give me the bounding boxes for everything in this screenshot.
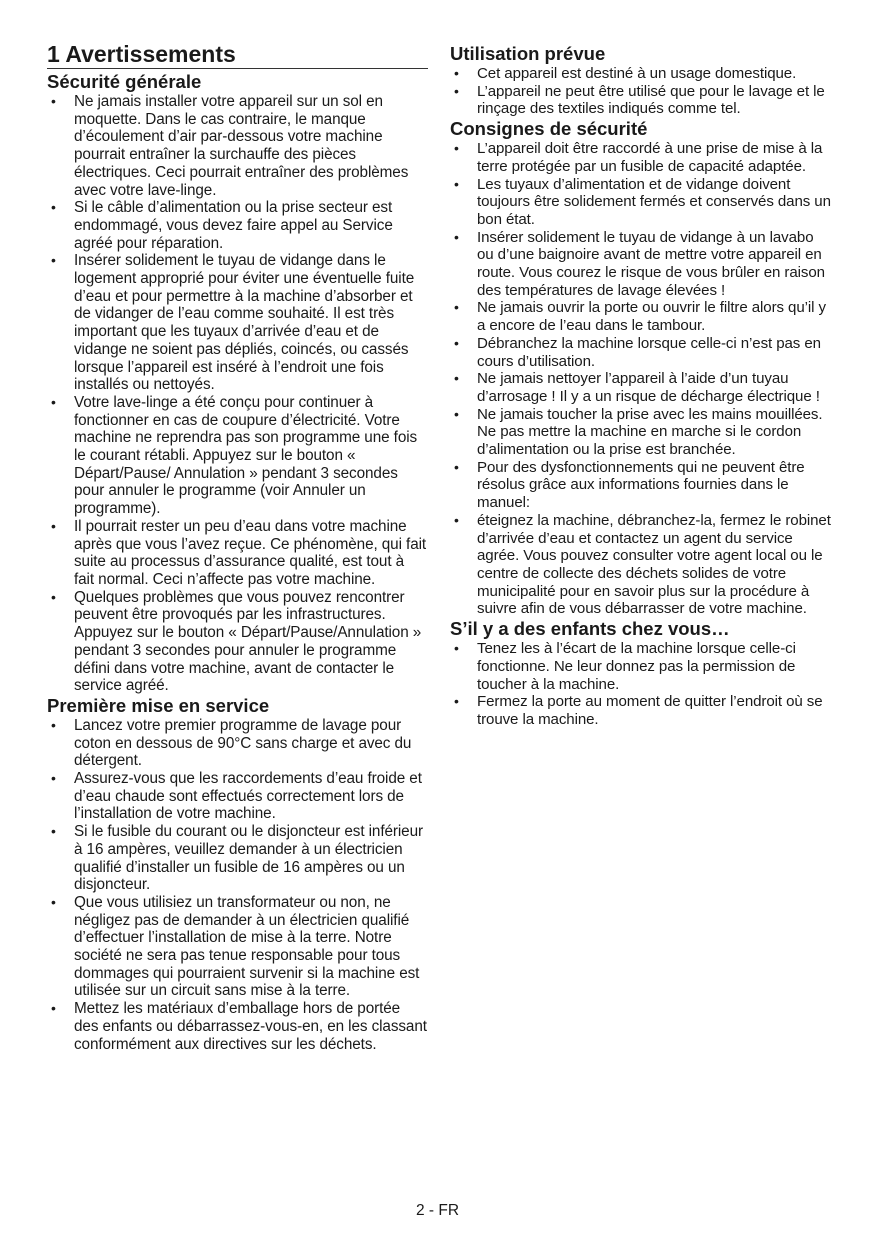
list-item <box>47 894 428 1000</box>
list-item <box>450 65 833 83</box>
list-item <box>450 335 833 370</box>
list-item <box>450 229 833 300</box>
bullet-icon: • <box>454 175 459 192</box>
list-item <box>47 518 428 589</box>
list-item-text: Pour des dysfonctionnements qui ne peuvent être résolus grâce aux informations fournies dans le manuel: <box>477 458 805 512</box>
list-item <box>450 640 833 693</box>
bullet-icon: • <box>454 370 459 387</box>
list-item <box>450 459 833 512</box>
securite-generale-list <box>47 93 428 695</box>
section-heading-utilisation-prevue: Utilisation prévue <box>450 43 606 64</box>
list-item <box>450 512 833 618</box>
list-item-text: Cet appareil est destiné à un usage domestique. <box>477 65 797 82</box>
bullet-icon: • <box>454 82 459 99</box>
bullet-icon: • <box>454 458 459 475</box>
list-item <box>47 770 428 823</box>
section-heading-enfants: S’il y a des enfants chez vous… <box>450 618 730 640</box>
bullet-icon: • <box>454 511 459 528</box>
bullet-icon: • <box>454 228 459 245</box>
page-number: 2 - FR <box>415 1202 460 1219</box>
list-item <box>47 589 428 695</box>
list-item-text: Fermez la porte au moment de quitter l’endroit où se trouve la machine. <box>477 693 823 728</box>
list-item-text: L’appareil ne peut être utilisé que pour le lavage et le rinçage des textiles indiqués comme tel. <box>477 82 825 118</box>
bullet-icon: • <box>51 393 56 410</box>
list-item <box>450 693 833 728</box>
list-item-text: L’appareil doit être raccordé à une prise de mise à la terre protégée par un fusible de capacité adaptée. <box>477 140 823 175</box>
list-item <box>450 83 833 118</box>
list-item <box>450 370 833 405</box>
section-heading-securite-generale: Sécurité générale <box>47 71 202 92</box>
list-item <box>47 1000 428 1053</box>
premiere-mise-en-service-list <box>47 717 428 1053</box>
bullet-icon: • <box>51 716 56 733</box>
list-item-text: Quelques problèmes que vous pouvez rencontrer peuvent être provoqués par les infrastructures. Appuyez sur le bouton « Départ/Pause/Annulation » pendant 3 secondes pour annuler le programme défini dans votre machine, avant de contacter le service agréé. <box>74 588 422 695</box>
list-item <box>47 93 428 199</box>
list-item-text: Votre lave-linge a été conçu pour continuer à fonctionner en cas de coupure d’électricité. Votre machine ne reprendra pas son programme une fois le courant rétabli. Appuyez sur le bouton « Départ/Pause/ Annulation » pendant 3 secondes pour annuler le programme (voir Annuler un programme). <box>74 393 418 518</box>
list-item <box>47 199 428 252</box>
list-item-text: Insérer solidement le tuyau de vidange dans le logement approprié pour éviter une éventuelle fuite d’eau et pour permettre à la machine d’absorber et de vidanger de l’eau comme souhaité. Il est très important que les tuyaux d’arrivée d’eau et de vidange ne soient pas dépliés, coincés, ou cassés lorsque l’appareil est inséré à l’endroit une fois installés ou nettoyés. <box>74 252 415 394</box>
bullet-icon: • <box>454 65 459 81</box>
bullet-icon: • <box>51 517 56 534</box>
bullet-icon: • <box>51 199 56 216</box>
consignes-de-securite-list <box>450 140 833 618</box>
list-item <box>450 299 833 334</box>
utilisation-prevue-list <box>450 65 833 118</box>
list-item <box>47 823 428 894</box>
bullet-icon: • <box>454 405 459 422</box>
section-heading-consignes-de-securite: Consignes de sécurité <box>450 118 648 140</box>
bullet-icon: • <box>454 299 459 316</box>
list-item <box>47 394 428 518</box>
bullet-icon: • <box>51 1000 56 1017</box>
list-item <box>47 252 428 394</box>
list-item-text: Lancez votre premier programme de lavage pour coton en dessous de 90°C sans charge et avec du détergent. <box>74 716 412 770</box>
list-item <box>450 406 833 459</box>
list-item <box>450 140 833 175</box>
list-item-text: éteignez la machine, débranchez-la, fermez le robinet d’arrivée d’eau et contactez un agent du service agrée. Vous pouvez consulter votre agent local ou le centre de collecte des déchets solides de votre municipalité pour en savoir plus sur la procédure à suivre afin de vous débarrasser de votre machine. <box>477 511 831 618</box>
list-item <box>450 176 833 229</box>
list-item-text: Ne jamais installer votre appareil sur un sol en moquette. Dans le cas contraire, le manque d’écoulement d’air par-dessous votre machine pourrait entraîner la surchauffe des pièces électriques. Ceci pourrait entraîner des problèmes avec votre lave-linge. <box>74 93 409 199</box>
bullet-icon: • <box>51 93 56 109</box>
list-item-text: Ne jamais toucher la prise avec les mains mouillées. Ne pas mettre la machine en marche si le cordon d’alimentation ou la prise est branchée. <box>477 405 823 459</box>
list-item-text: Assurez-vous que les raccordements d’eau froide et d’eau chaude sont effectués correctement lors de l’installation de votre machine. <box>74 770 422 823</box>
list-item-text: Que vous utilisiez un transformateur ou non, ne négligez pas de demander à un électricien qualifié d’effectuer l’installation de mise à la terre. Notre société ne sera pas tenue responsable pour tous dommages qui pourraient survenir si la machine est utilisée sur un circuit sans mise à la terre. <box>74 893 420 1000</box>
right-column <box>450 43 833 729</box>
list-item-text: Ne jamais ouvrir la porte ou ouvrir le filtre alors qu’il y a encore de l’eau dans le tambour. <box>477 299 826 335</box>
bullet-icon: • <box>454 334 459 351</box>
list-item-text: Insérer solidement le tuyau de vidange à un lavabo ou d’une baignoire avant de mettre votre appareil en route. Vous courez le risque de vous brûler en raison des températures de lavage élevées ! <box>477 228 825 299</box>
bullet-icon: • <box>51 893 56 910</box>
list-item <box>47 717 428 770</box>
bullet-icon: • <box>51 588 56 605</box>
section-heading-premiere-mise-en-service: Première mise en service <box>47 694 270 716</box>
bullet-icon: • <box>454 640 459 657</box>
list-item-text: Débranchez la machine lorsque celle-ci n’est pas en cours d’utilisation. <box>477 334 821 370</box>
bullet-icon: • <box>51 252 56 269</box>
page-title: 1 Avertissements <box>47 40 428 69</box>
list-item-text: Si le fusible du courant ou le disjoncteur est inférieur à 16 ampères, veuillez demander à un électricien qualifié d’installer un fusible de 16 ampères ou un disjoncteur. <box>74 823 423 894</box>
bullet-icon: • <box>454 140 459 157</box>
enfants-list <box>450 640 833 729</box>
list-item-text: Mettez les matériaux d’emballage hors de portée des enfants ou débarrassez-vous-en, en les classant conformément aux directives sur les déchets. <box>74 1000 427 1053</box>
list-item-text: Tenez les à l’écart de la machine lorsque celle-ci fonctionne. Ne leur donnez pas la permission de toucher à la machine. <box>477 640 796 693</box>
bullet-icon: • <box>454 693 459 710</box>
list-item-text: Ne jamais nettoyer l’appareil à l’aide d’un tuyau d’arrosage ! Il y a un risque de décharge électrique ! <box>477 370 820 405</box>
list-item-text: Si le câble d’alimentation ou la prise secteur est endommagé, vous devez faire appel au Service agréé pour réparation. <box>74 199 393 252</box>
list-item-text: Les tuyaux d’alimentation et de vidange doivent toujours être solidement fermés et conservés dans un bon état. <box>477 175 831 228</box>
bullet-icon: • <box>51 770 56 787</box>
list-item-text: Il pourrait rester un peu d’eau dans votre machine après que vous l’avez reçue. Ce phénomène, qui fait suite au processus d’assurance qualité, est tout à fait normal. Ceci n’affecte pas votre machine. <box>74 517 427 588</box>
left-column <box>47 40 428 1053</box>
bullet-icon: • <box>51 823 56 840</box>
